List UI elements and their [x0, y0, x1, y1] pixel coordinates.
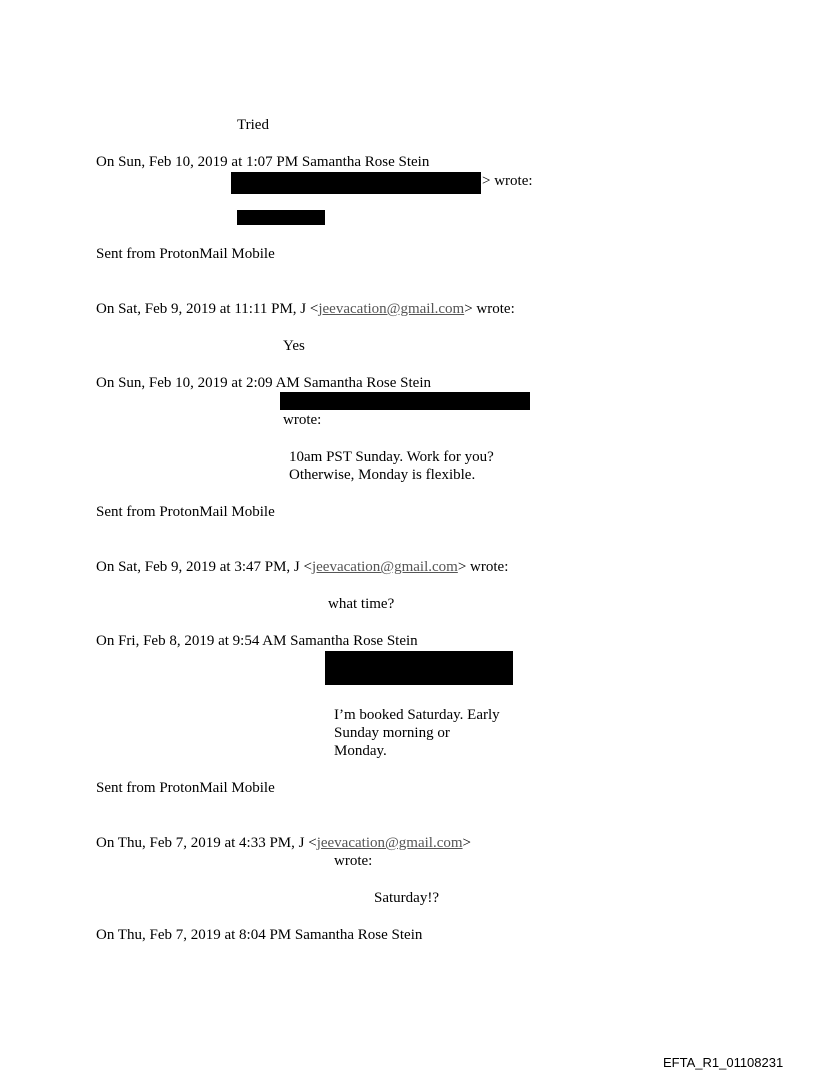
quote-header-4-text: On Sat, Feb 9, 2019 at 3:47 PM, J <: [96, 559, 312, 575]
bates-number: EFTA_R1_01108231: [663, 1055, 784, 1070]
signature-2: Sent from ProtonMail Mobile: [96, 504, 275, 520]
message-line: Monday.: [334, 743, 387, 759]
quote-header-6: [96, 834, 471, 852]
quote-header-5: On Fri, Feb 8, 2019 at 9:54 AM Samantha Rose Stein: [96, 633, 418, 649]
reply-text-yes: Yes: [283, 338, 305, 354]
quote-header-6-end: >: [462, 835, 472, 851]
redaction-box: [325, 651, 513, 685]
quote-header-4: [96, 558, 508, 576]
reply-text-saturday: Saturday!?: [374, 890, 439, 906]
quote-header-6-wrote: wrote:: [334, 853, 373, 869]
email-link[interactable]: jeevacation@gmail.com: [311, 559, 458, 575]
email-link[interactable]: jeevacation@gmail.com: [316, 835, 463, 851]
email-link[interactable]: jeevacation@gmail.com: [318, 301, 465, 317]
message-line: Otherwise, Monday is flexible.: [289, 467, 476, 483]
quote-header-3-wrote: wrote:: [283, 412, 322, 428]
quote-header-2-text: On Sat, Feb 9, 2019 at 11:11 PM, J <: [96, 301, 319, 317]
message-line: 10am PST Sunday. Work for you?: [289, 449, 494, 465]
signature-3: Sent from ProtonMail Mobile: [96, 780, 275, 796]
quote-header-2-end: > wrote:: [464, 301, 515, 317]
quote-header-3: On Sun, Feb 10, 2019 at 2:09 AM Samantha Rose Stein: [96, 375, 431, 391]
reply-text-what-time: what time?: [328, 596, 395, 612]
quote-header-7: On Thu, Feb 7, 2019 at 8:04 PM Samantha Rose Stein: [96, 927, 423, 943]
quote-header-2: [96, 300, 515, 318]
message-line: Sunday morning or: [334, 725, 450, 741]
reply-text-tried: Tried: [237, 117, 269, 133]
signature-1: Sent from ProtonMail Mobile: [96, 246, 275, 262]
quote-header-4-end: > wrote:: [457, 559, 509, 575]
quote-header-6-text: On Thu, Feb 7, 2019 at 4:33 PM, J <: [96, 835, 317, 851]
redaction-box: [280, 392, 530, 410]
redaction-box: [231, 172, 481, 194]
message-line: I’m booked Saturday. Early: [334, 707, 500, 723]
quote-header-1-wrote: > wrote:: [482, 173, 533, 189]
quote-header-1: On Sun, Feb 10, 2019 at 1:07 PM Samantha Rose Stein: [96, 154, 430, 170]
redaction-box: [237, 210, 325, 225]
